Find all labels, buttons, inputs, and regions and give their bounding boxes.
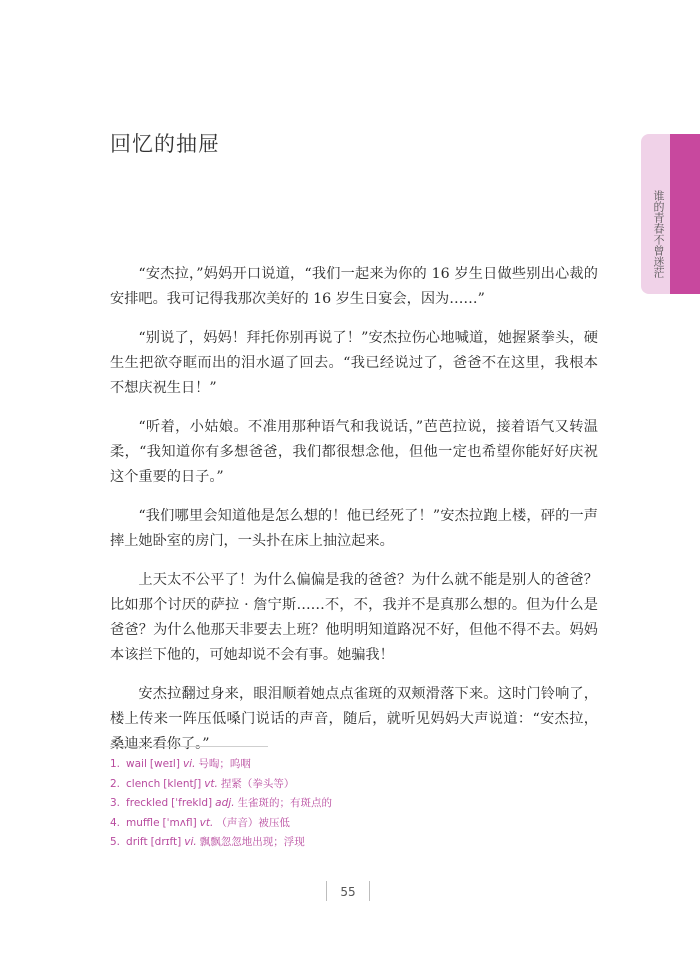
footnote-number: 3. — [110, 797, 121, 809]
footnote-item — [110, 755, 590, 775]
section-side-tab — [641, 134, 700, 294]
footnote-meaning: 号啕；呜咽 — [198, 758, 251, 770]
footnote-word: drift — [126, 836, 148, 848]
side-tab-color-band — [670, 134, 700, 294]
footnote-word: wail — [126, 758, 147, 770]
footnote-phonetic: [drɪft] — [150, 836, 182, 848]
footnote-number: 1. — [110, 758, 121, 770]
footnote-phonetic: [klentʃ] — [163, 777, 202, 790]
side-tab-label: 谁的青春不曾迷茫 — [652, 190, 665, 278]
footnote-item — [110, 814, 590, 834]
footnote-phonetic: [ˈfrekld] — [171, 797, 213, 809]
footnote-meaning: 生雀斑的；有斑点的 — [237, 797, 333, 809]
paragraph: “听着，小姑娘。不准用那种语气和我说话，”芭芭拉说，接着语气又转温柔，“我知道你有多想爸爸，我们都很想念他，但他一定也希望你能好好庆祝这个重要的日子。” — [110, 419, 598, 485]
footnote-word: muffle — [126, 816, 160, 829]
paragraph: 安杰拉翻过身来，眼泪顺着她点点雀斑的双颊滑落下来。这时门铃响了，楼上传来一阵压低嗓门说话的声音，随后，就听见妈妈大声说道：“安杰拉，桑迪来看你了。” — [110, 686, 598, 752]
footnote-word: clench — [126, 777, 161, 790]
paragraph: 上天太不公平了！为什么偏偏是我的爸爸？为什么就不能是别人的爸爸？比如那个讨厌的萨拉 · 詹宁斯……不，不，我并不是真那么想的。但为什么是爸爸？为什么他那天非要去上班？他明明知道路况不好，但他不得不去。妈妈本该拦下他的，可她却说不会有事。她骗我！ — [110, 572, 598, 663]
footnote-part-of-speech: vt. — [204, 777, 218, 790]
chapter-title: 回忆的抽屉 — [110, 132, 220, 156]
footnote-divider — [110, 746, 268, 747]
footnote-part-of-speech: vi. — [182, 758, 196, 770]
page-number-container — [326, 881, 370, 901]
paragraph: “别说了，妈妈！拜托你别再说了！”安杰拉伤心地喊道，她握紧拳头，硬生生把欲夺眶而出的泪水逼了回去。“我已经说过了，爸爸不在这里，我根本不想庆祝生日！” — [110, 330, 598, 396]
footnote-part-of-speech: adj. — [215, 797, 235, 809]
vocabulary-footnotes — [110, 755, 590, 853]
footnote-phonetic: [ˈmʌfl] — [162, 816, 197, 829]
paragraph: “安杰拉，”妈妈开口说道，“我们一起来为你的 16 岁生日做些别出心裁的安排吧。我可记得我那次美好的 16 岁生日宴会，因为……” — [110, 266, 598, 307]
footnote-item — [110, 794, 590, 814]
footnote-item — [110, 833, 590, 853]
footnote-phonetic: [weɪl] — [149, 758, 180, 770]
footnote-number: 2. — [110, 777, 121, 790]
footnote-meaning: （声音）被压低 — [216, 816, 290, 829]
footnote-part-of-speech: vi. — [184, 836, 197, 848]
page-number: 55 — [340, 885, 356, 899]
footnote-item — [110, 775, 590, 795]
footnote-part-of-speech: vt. — [199, 816, 214, 829]
footnote-number: 5. — [110, 836, 121, 848]
footnote-meaning: 飘飘忽忽地出现；浮现 — [199, 836, 305, 848]
paragraph: “我们哪里会知道他是怎么想的！他已经死了！”安杰拉跑上楼，砰的一声摔上她卧室的房门，一头扑在床上抽泣起来。 — [110, 508, 598, 549]
story-body — [110, 262, 598, 771]
footnote-meaning: 捏紧（拳头等） — [220, 777, 295, 790]
footnote-word: freckled — [126, 797, 169, 809]
footnote-number: 4. — [110, 816, 121, 829]
